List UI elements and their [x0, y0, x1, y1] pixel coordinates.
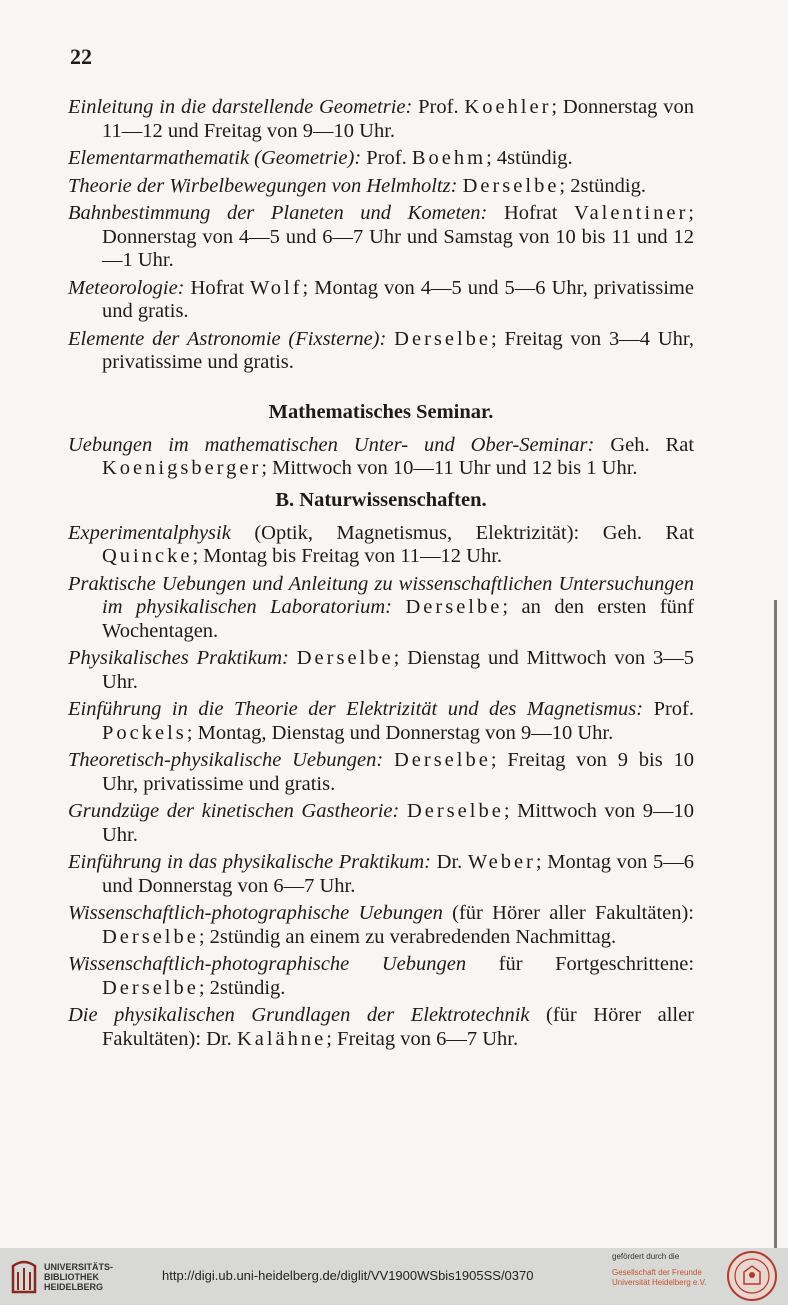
lecture-schedule: ; Montag von 5—6 und Donnerstag von 6—7 Uhr. [102, 851, 695, 897]
lecture-entry [68, 434, 694, 481]
lecturer-name: Weber [467, 851, 536, 873]
lecture-title: Wissenschaftlich-photographische Uebungen [68, 902, 443, 924]
science-entries [68, 522, 694, 1052]
funded-org-line1: Gesellschaft der Freunde [612, 1268, 702, 1277]
funded-by-organization [612, 1268, 706, 1288]
lecture-title: Elementarmathematik (Geometrie): [68, 147, 362, 169]
lecture-schedule: ; Montag von 4—5 und 5—6 Uhr, privatissime und gratis. [102, 276, 694, 322]
library-logo-icon [10, 1260, 38, 1294]
lecture-entry [68, 96, 694, 143]
lecture-title: Experimentalphysik [68, 521, 231, 544]
mathematics-entries [68, 96, 694, 375]
lecture-entry [68, 800, 694, 847]
lecture-schedule: ; Donnerstag von 4—5 und 6—7 Uhr und Samstag von 10 bis 11 und 12—1 Uhr. [102, 202, 694, 271]
funded-by-label: gefördert durch die [612, 1252, 680, 1261]
lecturer-name: Derselbe [296, 647, 394, 669]
lecture-schedule: ; 4stündig. [486, 147, 573, 169]
lecturer-name: Quincke [102, 545, 193, 567]
lecture-schedule: ; Dienstag und Mittwoch von 3—5 Uhr. [102, 647, 694, 693]
lecture-title: Die physikalischen Grundlagen der Elektrotechnik [68, 1004, 530, 1026]
lecture-entry [68, 328, 694, 375]
lecture-title: Meteorologie: [68, 276, 185, 299]
lecturer-name: Koehler [464, 96, 552, 118]
lecture-title: Grundzüge der kinetischen Gastheorie: [68, 800, 400, 822]
lecture-schedule: ; Mittwoch von 9—10 Uhr. [102, 800, 695, 846]
lecture-entry [68, 1004, 694, 1051]
lecture-title: Wissenschaftlich-photographische Uebungen [68, 953, 467, 975]
lecturer-prefix: Prof. [366, 147, 412, 169]
lecture-title: Bahnbestimmung der Planeten und Kometen: [68, 202, 488, 224]
lecturer-name: Derselbe [102, 976, 199, 999]
lecture-entry [68, 647, 694, 694]
page-number: 22 [70, 44, 92, 69]
lecture-title: Elemente der Astronomie (Fixsterne): [68, 327, 387, 350]
lecturer-prefix: Geh. Rat [610, 433, 695, 456]
lecturer-prefix: Prof. [653, 698, 694, 720]
lecture-schedule: ; 2stündig. [559, 174, 646, 197]
library-name: UNIVERSITÄTS- BIBLIOTHEK HEIDELBERG [44, 1262, 114, 1292]
source-url-link[interactable]: http://digi.ub.uni-heidelberg.de/diglit/VV1900WSbis1905SS/0370 [162, 1268, 534, 1283]
lecture-entry [68, 175, 694, 199]
lecturer-name: Pockels [102, 721, 187, 744]
lecture-schedule: ; Freitag von 6—7 Uhr. [326, 1027, 519, 1050]
university-seal-icon [726, 1250, 778, 1302]
lecture-schedule: ; Montag, Dienstag und Donnerstag von 9—10 Uhr. [186, 721, 614, 744]
lecturer-name: Koenigsberger [102, 457, 262, 479]
lecturer-name: Wolf [250, 276, 303, 299]
lecture-title: Einleitung in die darstellende Geometrie: [68, 96, 413, 118]
lecture-entry [68, 953, 694, 1000]
lecturer-name: Derselbe [406, 800, 504, 822]
lecturer-name: Valentiner [574, 202, 689, 224]
lecturer-name: Boehm [411, 147, 487, 169]
lecturer-name: Derselbe [393, 749, 491, 771]
lecturer-prefix: für Fortgeschrittene: [498, 953, 695, 975]
section-heading-naturwissenschaften: B. Naturwissenschaften. [275, 488, 487, 511]
lecturer-prefix: (Optik, Magnetismus, Elektrizität): Geh. Rat [254, 521, 695, 544]
lecture-schedule: ; 2stündig. [198, 976, 286, 999]
lecture-title: Physikalisches Praktikum: [68, 647, 289, 669]
lecturer-name: Derselbe [405, 596, 503, 618]
lecturer-prefix: Dr. [436, 851, 468, 873]
lecturer-name: Derselbe [394, 327, 492, 350]
lecturer-prefix: (für Hörer aller Fakultäten): [452, 902, 695, 924]
lecture-listing [68, 96, 694, 1055]
lecture-entry [68, 851, 694, 898]
lecture-title: Theoretisch-physikalische Uebungen: [68, 749, 384, 771]
lecture-title: Einführung in die Theorie der Elektrizität und des Magnetismus: [68, 698, 644, 720]
lecture-entry [68, 698, 694, 745]
lecturer-name: Derselbe [462, 174, 560, 197]
lecturer-name: Derselbe [102, 925, 199, 948]
lecture-schedule: ; an den ersten fünf Wochentagen. [102, 596, 694, 642]
seminar-entries [68, 434, 694, 481]
lecture-schedule: ; Montag bis Freitag von 11—12 Uhr. [192, 545, 503, 567]
lecture-title: Praktische Uebungen und Anleitung zu wissenschaftlichen Untersuchungen im physikalischen Laboratorium: [68, 572, 694, 618]
lecturer-prefix: Hofrat [190, 276, 251, 299]
lecturer-name: Kalähne [236, 1027, 327, 1050]
lecture-schedule: ; Freitag von 9 bis 10 Uhr, privatissime und gratis. [102, 749, 694, 795]
lecture-entry [68, 573, 694, 644]
lecture-schedule: ; Donnerstag von 11—12 und Freitag von 9—10 Uhr. [102, 96, 694, 142]
section-heading-seminar: Mathematisches Seminar. [268, 400, 494, 423]
lecture-schedule: ; Mittwoch von 10—11 Uhr und 12 bis 1 Uhr. [261, 457, 638, 479]
lecture-entry [68, 202, 694, 273]
lecture-title: Einführung in das physikalische Praktikum: [68, 851, 431, 873]
lecture-title: Uebungen im mathematischen Unter- und Ober-Seminar: [68, 433, 595, 456]
lecture-schedule: ; 2stündig an einem zu verabredenden Nachmittag. [198, 925, 617, 948]
lecture-entry [68, 902, 694, 949]
lecturer-prefix: (für Hörer aller Fakultäten): Dr. [102, 1004, 695, 1050]
page-edge-shadow [774, 600, 777, 1248]
lecture-entry [68, 147, 694, 171]
lecture-entry [68, 522, 694, 569]
lecture-title: Theorie der Wirbelbewegungen von Helmholtz: [68, 174, 458, 197]
lecturer-prefix: Hofrat [503, 202, 575, 224]
funded-org-line2: Universität Heidelberg e.V. [612, 1278, 707, 1287]
lecture-schedule: ; Freitag von 3—4 Uhr, privatissime und gratis. [102, 327, 695, 373]
lecturer-prefix: Prof. [418, 96, 465, 118]
footer-bar [0, 1248, 788, 1305]
lecture-entry [68, 749, 694, 796]
lecture-entry [68, 277, 694, 324]
